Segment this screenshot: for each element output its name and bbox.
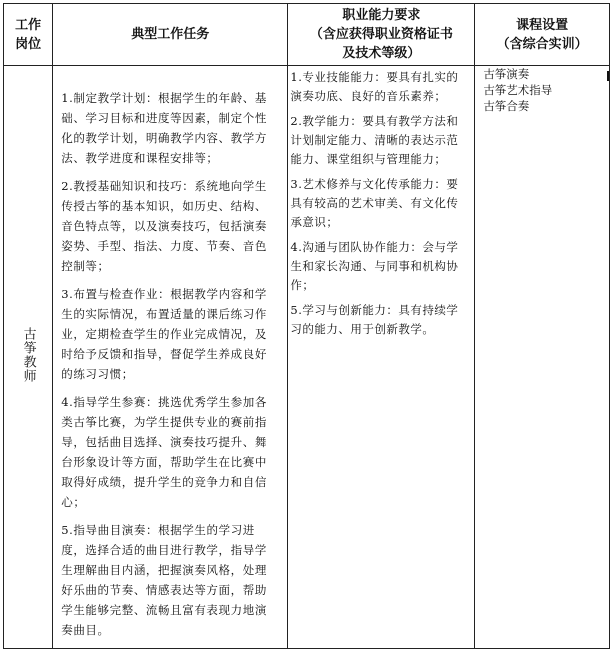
course-item: 古筝演奏 <box>483 67 530 81</box>
abilities-cell <box>288 66 475 649</box>
task-item: 5.指导曲目演奏：根据学生的学习进度，选择合适的曲目进行教学，指导学生理解曲目内涵，把握演奏风格，处理好乐曲的节奏、情感表达等方面，帮助学生能够完整、流畅且富有表现力地演奏曲目。 <box>61 523 267 637</box>
header-ability-line1: 职业能力要求 <box>342 8 421 23</box>
curriculum-table <box>3 3 610 649</box>
task-item: 3.布置与检查作业：根据教学内容和学生的实际情况，布置适量的课后练习作业，定期检查学生的作业完成情况，及时给予反馈和指导，督促学生养成良好的练习习惯； <box>61 287 268 381</box>
post-cell <box>4 66 53 649</box>
ability-item: 3.艺术修养与文化传承能力：要具有较高的艺术审美、有文化传承意识； <box>290 177 459 229</box>
header-tasks: 典型工作任务 <box>53 4 288 66</box>
body-row <box>4 66 610 649</box>
header-ability <box>288 4 475 66</box>
header-course-line2: （含综合实训） <box>496 36 588 52</box>
header-course <box>475 4 610 66</box>
header-ability-line3: 及技术等级） <box>342 46 421 61</box>
course-item: 古筝合奏 <box>483 99 530 113</box>
ability-item: 1.专业技能能力：要具有扎实的演奏功底、良好的音乐素养； <box>290 70 459 103</box>
task-item: 4.指导学生参赛：挑选优秀学生参加各类古筝比赛，为学生提供专业的赛前指导，包括曲目选择、演奏技巧提升、舞台形象设计等方面，帮助学生在比赛中取得好成绩，提升学生的竞争力和自信心； <box>61 395 268 509</box>
ability-item: 4.沟通与团队协作能力：会与学生和家长沟通、与同事和机构协作； <box>290 240 459 292</box>
tasks-cell <box>53 66 288 649</box>
header-ability-line2: （含应获得职业资格证书 <box>309 27 453 42</box>
task-item: 1.制定教学计划：根据学生的年龄、基础、学习目标和进度等因素，制定个性化的教学计划，明确教学内容、教学方法、教学进度和课程安排等； <box>61 91 268 165</box>
header-course-line1: 课程设置 <box>516 17 569 33</box>
post-label: 古筝教师 <box>20 327 36 383</box>
edge-mark <box>607 71 609 81</box>
header-post: 工作 岗位 <box>4 4 53 66</box>
ability-item: 2.教学能力：要具有教学方法和计划制定能力、清晰的表达示范能力、课堂组织与管理能力； <box>290 114 459 166</box>
ability-item: 5.学习与创新能力：具有持续学习的能力、用于创新教学。 <box>290 303 459 336</box>
course-item: 古筝艺术指导 <box>483 83 553 97</box>
courses-cell <box>475 66 610 649</box>
header-row <box>4 4 610 66</box>
task-item: 2.教授基础知识和技巧：系统地向学生传授古筝的基本知识，如历史、结构、音色特点等，以及演奏技巧，包括演奏姿势、手型、指法、力度、节奏、音色控制等； <box>61 179 268 273</box>
